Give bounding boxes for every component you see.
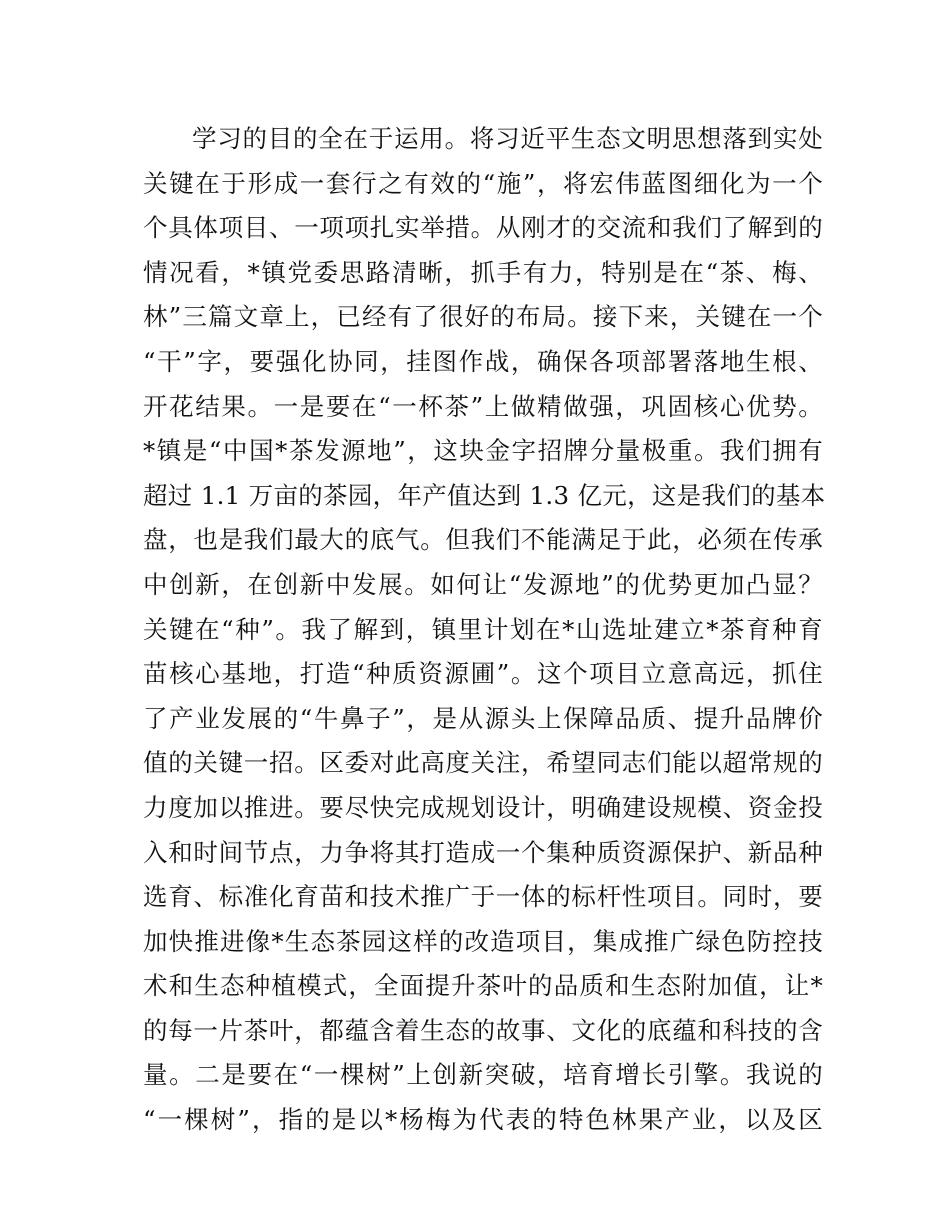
text-line-21: 的每一片茶叶，都蕴含着生态的故事、文化的底蕴和科技的含 [143,1015,823,1045]
text-line-1: 学习的目的全在于运用。将习近平生态文明思想落到实处 [192,124,823,153]
text-line-13: 苗核心基地，打造“种质资源圃”。这个项目立意高远，抓住 [143,659,823,689]
text-line-11: 中创新，在创新中发展。如何让“发源地”的优势更加凸显？ [143,569,823,599]
text-line-4: 情况看，*镇党委思路清晰，抓手有力，特别是在“茶、梅、 [143,257,823,287]
text-line-15: 值的关键一招。区委对此高度关注，希望同志们能以超常规的 [143,748,823,778]
text-line-14: 了产业发展的“牛鼻子”，是从源头上保障品质、提升品牌价 [143,703,823,733]
text-line-22: 量。二是要在“一棵树”上创新突破，培育增长引擎。我说的 [143,1060,823,1090]
text-line-20: 术和生态种植模式，全面提升茶叶的品质和生态附加值，让* [143,971,823,1001]
text-line-16: 力度加以推进。要尽快完成规划设计，明确建设规模、资金投 [143,792,823,822]
body-paragraph [143,117,826,1143]
text-line-3: 个具体项目、一项项扎实举措。从刚才的交流和我们了解到的 [143,213,823,243]
text-line-17: 入和时间节点，力争将其打造成一个集种质资源保护、新品种 [143,837,823,867]
text-line-5: 林”三篇文章上，已经有了很好的布局。接下来，关键在一个 [143,302,823,332]
text-line-10: 盘，也是我们最大的底气。但我们不能满足于此，必须在传承 [143,525,823,555]
text-line-19: 加快推进像*生态茶园这样的改造项目，集成推广绿色防控技 [143,926,823,956]
text-line-23: “一棵树”，指的是以*杨梅为代表的特色林果产业，以及区 [143,1105,823,1135]
text-line-9: 超过 1.1 万亩的茶园，年产值达到 1.3 亿元，这是我们的基本 [143,480,826,510]
text-line-2: 关键在于形成一套行之有效的“施”，将宏伟蓝图细化为一个 [143,168,823,198]
text-line-18: 选育、标准化育苗和技术推广于一体的标杆性项目。同时，要 [143,882,823,912]
text-line-8: *镇是“中国*茶发源地”，这块金字招牌分量极重。我们拥有 [143,436,823,466]
text-line-6: “干”字，要强化协同，挂图作战，确保各项部署落地生根、 [143,346,823,376]
text-line-7: 开花结果。一是要在“一杯茶”上做精做强，巩固核心优势。 [143,391,823,421]
text-line-12: 关键在“种”。我了解到，镇里计划在*山选址建立*茶育种育 [143,614,823,644]
